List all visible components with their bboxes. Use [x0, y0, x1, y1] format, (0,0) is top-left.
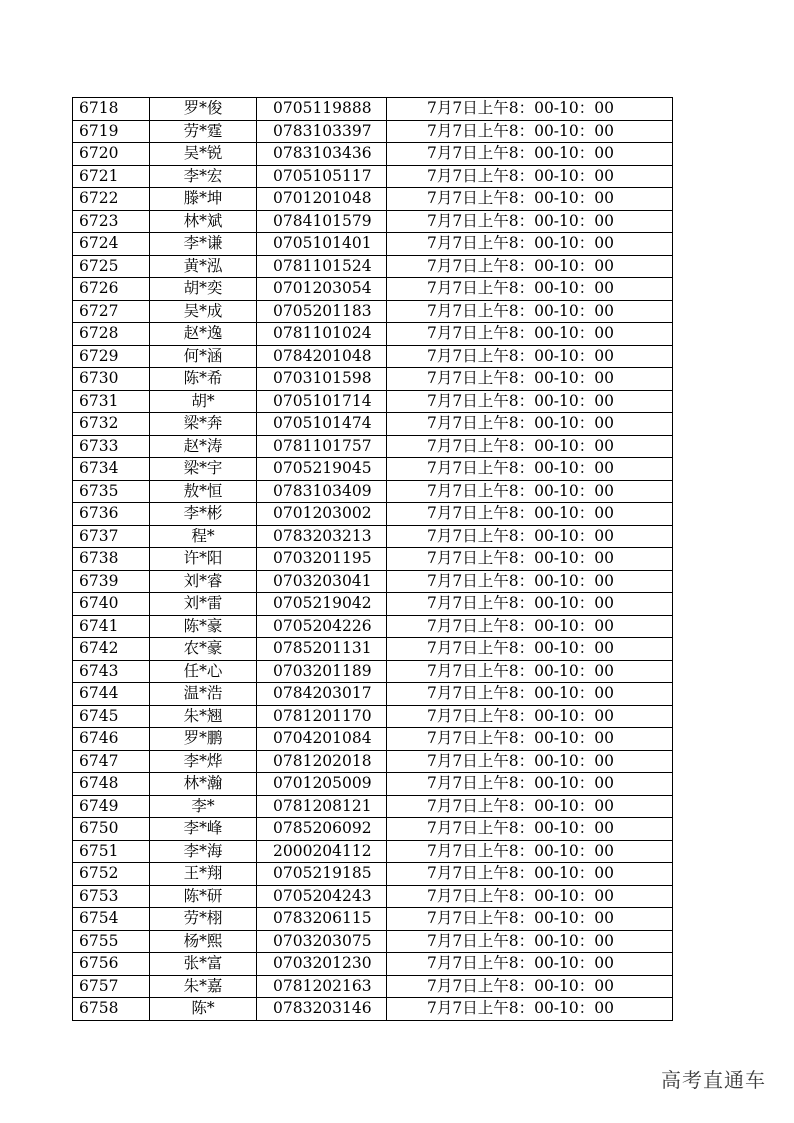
exam-number-cell: 0781101524 — [257, 255, 387, 278]
exam-time-cell: 7月7日上午8：00-10：00 — [387, 863, 673, 886]
exam-number-cell: 0781208121 — [257, 795, 387, 818]
table-row — [73, 660, 673, 683]
student-name-cell: 张*富 — [150, 953, 257, 976]
student-name-cell: 劳*栩 — [150, 908, 257, 931]
exam-time-cell: 7月7日上午8：00-10：00 — [387, 233, 673, 256]
exam-number-cell: 0783203213 — [257, 525, 387, 548]
table-row — [73, 345, 673, 368]
table-row — [73, 503, 673, 526]
student-name-cell: 许*阳 — [150, 548, 257, 571]
watermark-text: 高考直通车 — [661, 1068, 766, 1092]
exam-time-cell: 7月7日上午8：00-10：00 — [387, 908, 673, 931]
exam-number-cell: 0785201131 — [257, 638, 387, 661]
student-name-cell: 杨*熙 — [150, 930, 257, 953]
student-name-cell: 李*宏 — [150, 165, 257, 188]
exam-time-cell: 7月7日上午8：00-10：00 — [387, 728, 673, 751]
student-name-cell: 梁*宇 — [150, 458, 257, 481]
table-row — [73, 840, 673, 863]
row-number-cell: 6724 — [73, 233, 150, 256]
table-row — [73, 750, 673, 773]
exam-number-cell: 0705201183 — [257, 300, 387, 323]
table-row — [73, 210, 673, 233]
student-name-cell: 程* — [150, 525, 257, 548]
exam-time-cell: 7月7日上午8：00-10：00 — [387, 480, 673, 503]
row-number-cell: 6747 — [73, 750, 150, 773]
table-row — [73, 863, 673, 886]
row-number-cell: 6731 — [73, 390, 150, 413]
exam-time-cell: 7月7日上午8：00-10：00 — [387, 998, 673, 1021]
table-row — [73, 570, 673, 593]
exam-time-cell: 7月7日上午8：00-10：00 — [387, 548, 673, 571]
row-number-cell: 6735 — [73, 480, 150, 503]
exam-number-cell: 0705101714 — [257, 390, 387, 413]
exam-time-cell: 7月7日上午8：00-10：00 — [387, 210, 673, 233]
exam-time-cell: 7月7日上午8：00-10：00 — [387, 750, 673, 773]
exam-time-cell: 7月7日上午8：00-10：00 — [387, 255, 673, 278]
exam-time-cell: 7月7日上午8：00-10：00 — [387, 435, 673, 458]
exam-time-cell: 7月7日上午8：00-10：00 — [387, 368, 673, 391]
exam-time-cell: 7月7日上午8：00-10：00 — [387, 660, 673, 683]
exam-number-cell: 0784201048 — [257, 345, 387, 368]
row-number-cell: 6720 — [73, 143, 150, 166]
student-name-cell: 任*心 — [150, 660, 257, 683]
table-row — [73, 458, 673, 481]
exam-number-cell: 0703203041 — [257, 570, 387, 593]
exam-time-cell: 7月7日上午8：00-10：00 — [387, 458, 673, 481]
student-name-cell: 农*豪 — [150, 638, 257, 661]
roster-table-body — [73, 98, 673, 1021]
student-name-cell: 陈*豪 — [150, 615, 257, 638]
exam-number-cell: 0705219045 — [257, 458, 387, 481]
row-number-cell: 6738 — [73, 548, 150, 571]
exam-time-cell: 7月7日上午8：00-10：00 — [387, 413, 673, 436]
exam-time-cell: 7月7日上午8：00-10：00 — [387, 300, 673, 323]
student-name-cell: 胡* — [150, 390, 257, 413]
table-row — [73, 683, 673, 706]
exam-number-cell: 0781202018 — [257, 750, 387, 773]
exam-number-cell: 0703101598 — [257, 368, 387, 391]
row-number-cell: 6727 — [73, 300, 150, 323]
table-row — [73, 953, 673, 976]
exam-time-cell: 7月7日上午8：00-10：00 — [387, 705, 673, 728]
student-name-cell: 林*瀚 — [150, 773, 257, 796]
exam-number-cell: 0703201189 — [257, 660, 387, 683]
student-name-cell: 吴*锐 — [150, 143, 257, 166]
exam-number-cell: 0705219185 — [257, 863, 387, 886]
row-number-cell: 6755 — [73, 930, 150, 953]
student-name-cell: 李*海 — [150, 840, 257, 863]
student-name-cell: 陈*研 — [150, 885, 257, 908]
table-row — [73, 165, 673, 188]
exam-time-cell: 7月7日上午8：00-10：00 — [387, 953, 673, 976]
table-row — [73, 323, 673, 346]
student-name-cell: 劳*霆 — [150, 120, 257, 143]
exam-time-cell: 7月7日上午8：00-10：00 — [387, 120, 673, 143]
exam-time-cell: 7月7日上午8：00-10：00 — [387, 165, 673, 188]
row-number-cell: 6723 — [73, 210, 150, 233]
student-name-cell: 赵*涛 — [150, 435, 257, 458]
table-row — [73, 998, 673, 1021]
row-number-cell: 6756 — [73, 953, 150, 976]
row-number-cell: 6749 — [73, 795, 150, 818]
student-name-cell: 黄*泓 — [150, 255, 257, 278]
student-name-cell: 吴*成 — [150, 300, 257, 323]
table-row — [73, 143, 673, 166]
table-row — [73, 233, 673, 256]
exam-number-cell: 0783103409 — [257, 480, 387, 503]
table-row — [73, 638, 673, 661]
exam-number-cell: 0701201048 — [257, 188, 387, 211]
student-name-cell: 李*烨 — [150, 750, 257, 773]
row-number-cell: 6732 — [73, 413, 150, 436]
exam-number-cell: 2000204112 — [257, 840, 387, 863]
exam-number-cell: 0705204226 — [257, 615, 387, 638]
table-row — [73, 300, 673, 323]
table-row — [73, 773, 673, 796]
row-number-cell: 6729 — [73, 345, 150, 368]
exam-number-cell: 0704201084 — [257, 728, 387, 751]
student-name-cell: 赵*逸 — [150, 323, 257, 346]
row-number-cell: 6750 — [73, 818, 150, 841]
exam-number-cell: 0783203146 — [257, 998, 387, 1021]
row-number-cell: 6752 — [73, 863, 150, 886]
exam-number-cell: 0785206092 — [257, 818, 387, 841]
exam-number-cell: 0783206115 — [257, 908, 387, 931]
student-name-cell: 朱*翘 — [150, 705, 257, 728]
exam-number-cell: 0783103397 — [257, 120, 387, 143]
row-number-cell: 6748 — [73, 773, 150, 796]
table-row — [73, 413, 673, 436]
row-number-cell: 6728 — [73, 323, 150, 346]
row-number-cell: 6741 — [73, 615, 150, 638]
row-number-cell: 6751 — [73, 840, 150, 863]
row-number-cell: 6746 — [73, 728, 150, 751]
row-number-cell: 6718 — [73, 98, 150, 121]
row-number-cell: 6739 — [73, 570, 150, 593]
row-number-cell: 6754 — [73, 908, 150, 931]
student-name-cell: 罗*鹏 — [150, 728, 257, 751]
student-name-cell: 温*浩 — [150, 683, 257, 706]
exam-number-cell: 0781101757 — [257, 435, 387, 458]
student-name-cell: 胡*奕 — [150, 278, 257, 301]
row-number-cell: 6737 — [73, 525, 150, 548]
table-row — [73, 435, 673, 458]
row-number-cell: 6734 — [73, 458, 150, 481]
student-name-cell: 罗*俊 — [150, 98, 257, 121]
exam-time-cell: 7月7日上午8：00-10：00 — [387, 638, 673, 661]
row-number-cell: 6736 — [73, 503, 150, 526]
row-number-cell: 6753 — [73, 885, 150, 908]
exam-time-cell: 7月7日上午8：00-10：00 — [387, 818, 673, 841]
exam-number-cell: 0705101401 — [257, 233, 387, 256]
table-row — [73, 908, 673, 931]
student-name-cell: 陈*希 — [150, 368, 257, 391]
table-row — [73, 795, 673, 818]
exam-number-cell: 0781101024 — [257, 323, 387, 346]
exam-time-cell: 7月7日上午8：00-10：00 — [387, 143, 673, 166]
table-row — [73, 390, 673, 413]
exam-time-cell: 7月7日上午8：00-10：00 — [387, 840, 673, 863]
student-name-cell: 刘*睿 — [150, 570, 257, 593]
exam-number-cell: 0705119888 — [257, 98, 387, 121]
row-number-cell: 6725 — [73, 255, 150, 278]
exam-number-cell: 0781201170 — [257, 705, 387, 728]
exam-number-cell: 0784203017 — [257, 683, 387, 706]
student-name-cell: 林*斌 — [150, 210, 257, 233]
table-row — [73, 255, 673, 278]
row-number-cell: 6745 — [73, 705, 150, 728]
exam-time-cell: 7月7日上午8：00-10：00 — [387, 773, 673, 796]
student-name-cell: 朱*嘉 — [150, 975, 257, 998]
exam-time-cell: 7月7日上午8：00-10：00 — [387, 975, 673, 998]
exam-number-cell: 0701203054 — [257, 278, 387, 301]
student-name-cell: 李* — [150, 795, 257, 818]
table-row — [73, 188, 673, 211]
exam-time-cell: 7月7日上午8：00-10：00 — [387, 615, 673, 638]
row-number-cell: 6758 — [73, 998, 150, 1021]
exam-number-cell: 0705101474 — [257, 413, 387, 436]
row-number-cell: 6722 — [73, 188, 150, 211]
exam-time-cell: 7月7日上午8：00-10：00 — [387, 570, 673, 593]
student-name-cell: 敖*恒 — [150, 480, 257, 503]
exam-number-cell: 0781202163 — [257, 975, 387, 998]
table-row — [73, 818, 673, 841]
table-row — [73, 98, 673, 121]
student-name-cell: 滕*坤 — [150, 188, 257, 211]
exam-time-cell: 7月7日上午8：00-10：00 — [387, 503, 673, 526]
row-number-cell: 6733 — [73, 435, 150, 458]
exam-number-cell: 0701203002 — [257, 503, 387, 526]
row-number-cell: 6730 — [73, 368, 150, 391]
student-name-cell: 王*翔 — [150, 863, 257, 886]
student-name-cell: 梁*奔 — [150, 413, 257, 436]
exam-number-cell: 0783103436 — [257, 143, 387, 166]
table-row — [73, 278, 673, 301]
row-number-cell: 6721 — [73, 165, 150, 188]
exam-number-cell: 0705204243 — [257, 885, 387, 908]
exam-time-cell: 7月7日上午8：00-10：00 — [387, 885, 673, 908]
exam-time-cell: 7月7日上午8：00-10：00 — [387, 323, 673, 346]
table-row — [73, 480, 673, 503]
exam-time-cell: 7月7日上午8：00-10：00 — [387, 525, 673, 548]
row-number-cell: 6726 — [73, 278, 150, 301]
row-number-cell: 6742 — [73, 638, 150, 661]
exam-time-cell: 7月7日上午8：00-10：00 — [387, 188, 673, 211]
row-number-cell: 6744 — [73, 683, 150, 706]
student-name-cell: 李*谦 — [150, 233, 257, 256]
student-name-cell: 李*彬 — [150, 503, 257, 526]
exam-number-cell: 0705105117 — [257, 165, 387, 188]
table-row — [73, 120, 673, 143]
exam-number-cell: 0784101579 — [257, 210, 387, 233]
table-row — [73, 525, 673, 548]
table-row — [73, 548, 673, 571]
exam-time-cell: 7月7日上午8：00-10：00 — [387, 683, 673, 706]
row-number-cell: 6719 — [73, 120, 150, 143]
student-name-cell: 李*峰 — [150, 818, 257, 841]
exam-time-cell: 7月7日上午8：00-10：00 — [387, 390, 673, 413]
table-row — [73, 368, 673, 391]
table-row — [73, 593, 673, 616]
student-name-cell: 陈* — [150, 998, 257, 1021]
row-number-cell: 6743 — [73, 660, 150, 683]
exam-number-cell: 0703201195 — [257, 548, 387, 571]
table-row — [73, 885, 673, 908]
table-row — [73, 930, 673, 953]
exam-time-cell: 7月7日上午8：00-10：00 — [387, 930, 673, 953]
table-row — [73, 705, 673, 728]
exam-time-cell: 7月7日上午8：00-10：00 — [387, 345, 673, 368]
exam-number-cell: 0703201230 — [257, 953, 387, 976]
table-row — [73, 615, 673, 638]
exam-time-cell: 7月7日上午8：00-10：00 — [387, 795, 673, 818]
student-name-cell: 刘*雷 — [150, 593, 257, 616]
row-number-cell: 6757 — [73, 975, 150, 998]
exam-time-cell: 7月7日上午8：00-10：00 — [387, 98, 673, 121]
table-row — [73, 975, 673, 998]
table-row — [73, 728, 673, 751]
exam-number-cell: 0701205009 — [257, 773, 387, 796]
exam-number-cell: 0705219042 — [257, 593, 387, 616]
roster-table — [72, 97, 673, 1021]
exam-number-cell: 0703203075 — [257, 930, 387, 953]
row-number-cell: 6740 — [73, 593, 150, 616]
exam-time-cell: 7月7日上午8：00-10：00 — [387, 278, 673, 301]
exam-time-cell: 7月7日上午8：00-10：00 — [387, 593, 673, 616]
student-name-cell: 何*涵 — [150, 345, 257, 368]
